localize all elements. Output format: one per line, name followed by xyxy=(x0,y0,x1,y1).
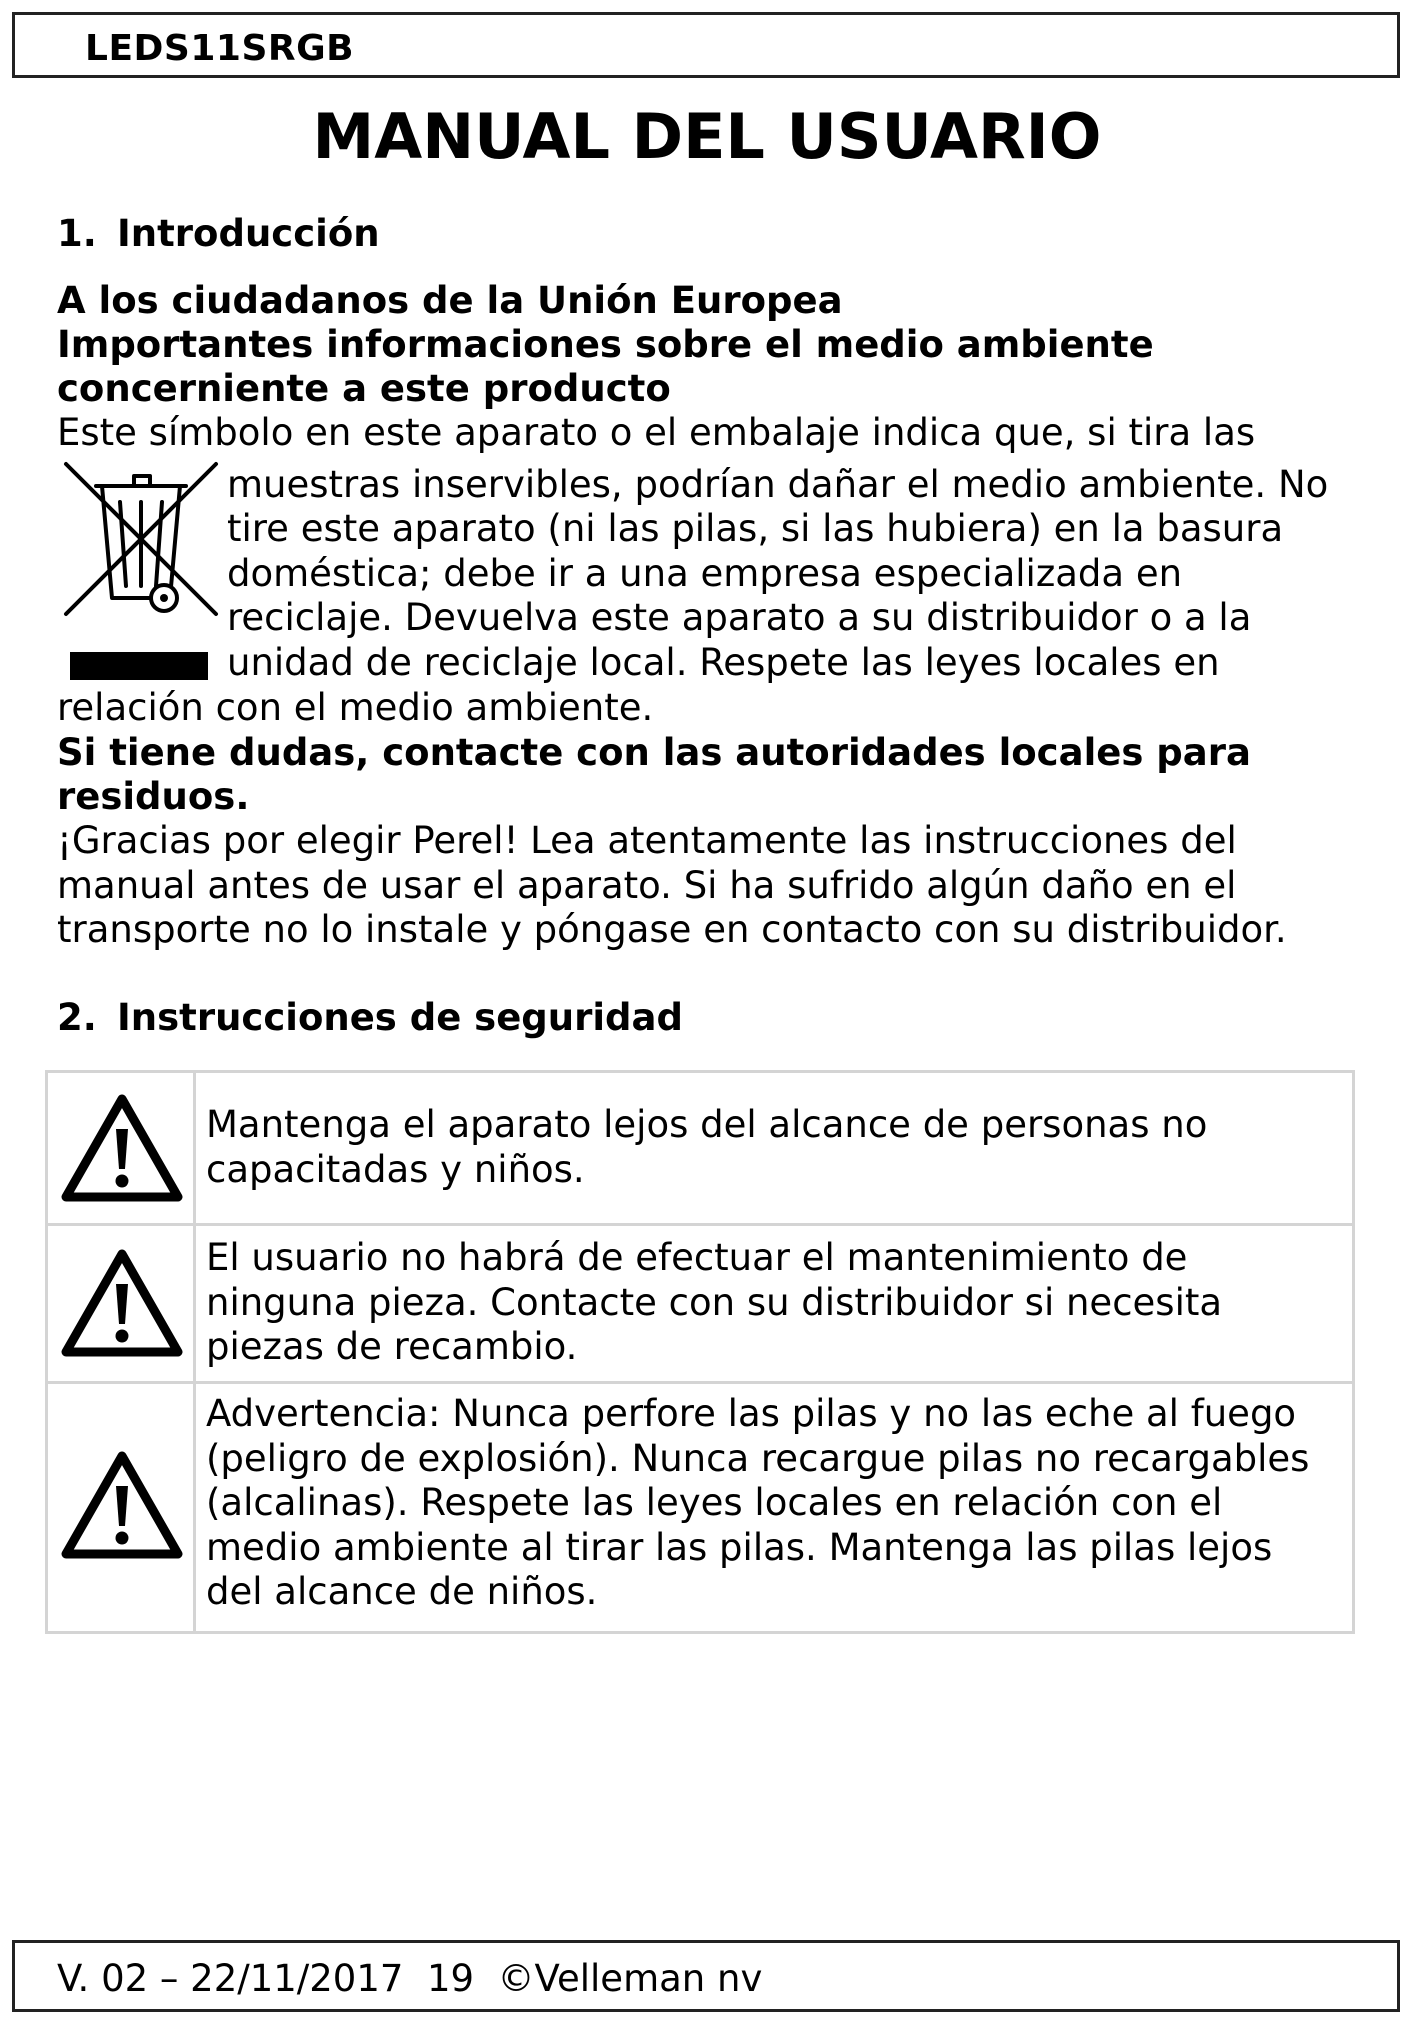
safety-text-line: El usuario no habrá de efectuar el mantenimiento de xyxy=(206,1236,1188,1279)
safety-row xyxy=(48,1384,1352,1631)
section-2-heading xyxy=(57,996,683,1040)
safety-row xyxy=(48,1226,1352,1384)
safety-text-line: del alcance de niños. xyxy=(206,1570,598,1613)
weee-crossed-bin-icon xyxy=(56,458,226,688)
thanks-paragraph-line: transporte no lo instale y póngase en contacto con su distribuidor. xyxy=(57,908,1287,951)
section-2-title: Instrucciones de seguridad xyxy=(117,996,683,1039)
doubts-line-2: residuos. xyxy=(57,775,250,818)
safety-icon-cell xyxy=(48,1384,196,1631)
safety-text xyxy=(206,1384,1344,1615)
safety-icon-cell xyxy=(48,1073,196,1223)
safety-icon-cell xyxy=(48,1226,196,1381)
section-1-heading xyxy=(57,212,380,256)
safety-table xyxy=(45,1070,1355,1634)
weee-paragraph-line: reciclaje. Devuelva este aparato a su distribuidor o a la xyxy=(227,596,1252,639)
eu-heading: A los ciudadanos de la Unión Europea xyxy=(57,279,843,322)
safety-text-line: Mantenga el aparato lejos del alcance de personas no xyxy=(206,1103,1208,1146)
safety-text-line: piezas de recambio. xyxy=(206,1325,578,1368)
safety-text-line: capacitadas y niños. xyxy=(206,1147,585,1191)
warning-triangle-icon xyxy=(60,1248,184,1360)
env-heading-line-2: concerniente a este producto xyxy=(57,367,671,410)
safety-text-line: (peligro de explosión). Nunca recargue pilas no recargables xyxy=(206,1436,1310,1480)
safety-text-line: ninguna pieza. Contacte con su distribuidor si necesita xyxy=(206,1280,1223,1324)
doubts-line-1: Si tiene dudas, contacte con las autoridades locales para xyxy=(57,731,1251,774)
safety-text-line: medio ambiente al tirar las pilas. Mantenga las pilas lejos xyxy=(206,1525,1273,1569)
section-2-number: 2. xyxy=(57,996,97,1039)
weee-paragraph-line: muestras inservibles, podrían dañar el medio ambiente. No xyxy=(227,463,1329,506)
weee-paragraph-line: tire este aparato (ni las pilas, si las hubiera) en la basura xyxy=(227,507,1284,550)
page-title: MANUAL DEL USUARIO xyxy=(312,100,1102,173)
page-footer xyxy=(12,1940,1400,2012)
env-heading-line-1: Importantes informaciones sobre el medio ambiente xyxy=(57,323,1154,366)
page-header xyxy=(12,12,1400,78)
section-1-number: 1. xyxy=(57,212,97,255)
thanks-paragraph-line: ¡Gracias por elegir Perel! Lea atentamente las instrucciones del xyxy=(57,819,1237,862)
warning-triangle-icon xyxy=(60,1093,184,1205)
safety-text xyxy=(206,1073,1344,1192)
footer-version-page-copyright: V. 02 – 22/11/2017 19 ©Velleman nv xyxy=(57,1957,763,2000)
weee-paragraph-line: doméstica; debe ir a una empresa especializada en xyxy=(227,552,1183,595)
weee-paragraph-line: unidad de reciclaje local. Respete las leyes locales en xyxy=(227,641,1220,684)
safety-text xyxy=(206,1226,1344,1370)
warning-triangle-icon xyxy=(60,1450,184,1562)
section-1-title: Introducción xyxy=(117,212,380,255)
safety-row xyxy=(48,1073,1352,1226)
thanks-paragraph-line: manual antes de usar el aparato. Si ha sufrido algún daño en el xyxy=(57,864,1237,907)
safety-text-line: (alcalinas). Respete las leyes locales en relación con el xyxy=(206,1481,1223,1524)
model-number: LEDS11SRGB xyxy=(85,28,355,69)
weee-paragraph-line: Este símbolo en este aparato o el embalaje indica que, si tira las xyxy=(57,411,1256,454)
weee-paragraph-line: relación con el medio ambiente. xyxy=(57,686,654,729)
safety-text-line: Advertencia: Nunca perfore las pilas y no las eche al fuego xyxy=(206,1392,1297,1435)
